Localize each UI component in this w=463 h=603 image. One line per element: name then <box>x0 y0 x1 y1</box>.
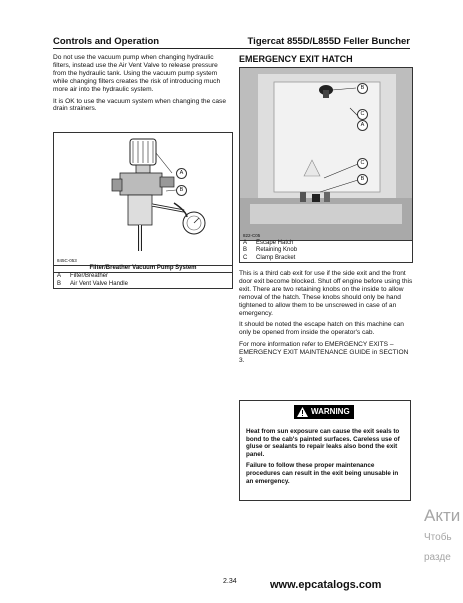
vacuum-pump-paragraph: Do not use the vacuum pump when changing hydraulic filters, instead use the Air Vent Valve to release pressure from the hydraulic tank. Using the vacuum pump system while changing filters creates the risk of introducing much more air into the hydraulic system. <box>53 54 221 93</box>
emergency-hatch-photo <box>239 67 413 241</box>
figure-code: 845C-053 <box>57 258 77 263</box>
warning-box <box>239 400 411 501</box>
vacuum-pump-drawing <box>54 133 232 265</box>
case-drain-paragraph: It is OK to use the vacuum system when changing the case drain strainers. <box>53 97 226 113</box>
callout-b: B <box>357 83 368 94</box>
callout-b: B <box>176 185 187 196</box>
caption-item: C Clamp Bracket <box>243 254 296 261</box>
left-figure-caption <box>53 265 233 289</box>
caption-item: A Filter/Breather <box>57 273 109 280</box>
callout-c: C <box>357 109 368 120</box>
page-number: 2.34 <box>223 578 237 585</box>
caption-item: B Retaining Knob <box>243 247 298 254</box>
caption-item: A Escape Hatch <box>243 240 294 246</box>
activation-line: Чтобь <box>424 532 452 543</box>
section-title: Controls and Operation <box>53 36 160 47</box>
callout-a: A <box>357 120 368 131</box>
warning-heat-paragraph: Heat from sun exposure can cause the exit seals to bond to the cab's painted surfaces. Careless use of gluse or sealants to repair leaks also bond the exit panel. <box>246 428 400 458</box>
escape-hatch-note: It should be noted the escape hatch on this machine can only be opened from inside the operator's cab. <box>239 321 404 337</box>
hatch-photo-drawing <box>240 68 412 240</box>
caption-item: B Air Vent Valve Handle <box>57 280 128 287</box>
warning-maintenance-paragraph: Failure to follow these proper maintenance procedures can result in the exit being unusable in an emergency. <box>246 462 399 485</box>
warning-label-box <box>294 405 354 419</box>
reference-paragraph: For more information refer to EMERGENCY EXITS – EMERGENCY EXIT MAINTENANCE GUIDE in SECTION 3. <box>239 341 409 365</box>
warning-triangle-icon <box>296 406 309 418</box>
activation-title: Акти <box>424 506 461 525</box>
watermark-url: www.epcatalogs.com <box>270 579 382 591</box>
manual-title: Tigercat 855D/L855D Feller Buncher <box>247 36 410 47</box>
warning-text <box>246 428 406 489</box>
vacuum-pump-figure <box>53 132 233 266</box>
emergency-exit-heading: EMERGENCY EXIT HATCH <box>239 54 353 64</box>
third-exit-paragraph: This is a third cab exit for use if the side exit and the front door exit become blocked. Shut off engine before using this exit. There are two retaining knobs on the inside to allow removal of the hatch. These knobs should only be hand tightened to allow them to be unscrewed in case of an emergency. <box>239 270 413 317</box>
caption-title: Filter/Breather Vacuum Pump System <box>54 265 232 273</box>
callout-c: C <box>357 158 368 169</box>
right-figure-caption <box>239 240 413 263</box>
warning-label: WARNING <box>311 407 350 416</box>
right-text <box>239 270 413 369</box>
header-rule <box>53 48 410 49</box>
callout-a: A <box>176 168 187 179</box>
activation-line: разде <box>424 552 451 563</box>
left-text <box>53 54 229 117</box>
callout-b: B <box>357 174 368 185</box>
photo-code: 822-C05 <box>243 233 261 238</box>
